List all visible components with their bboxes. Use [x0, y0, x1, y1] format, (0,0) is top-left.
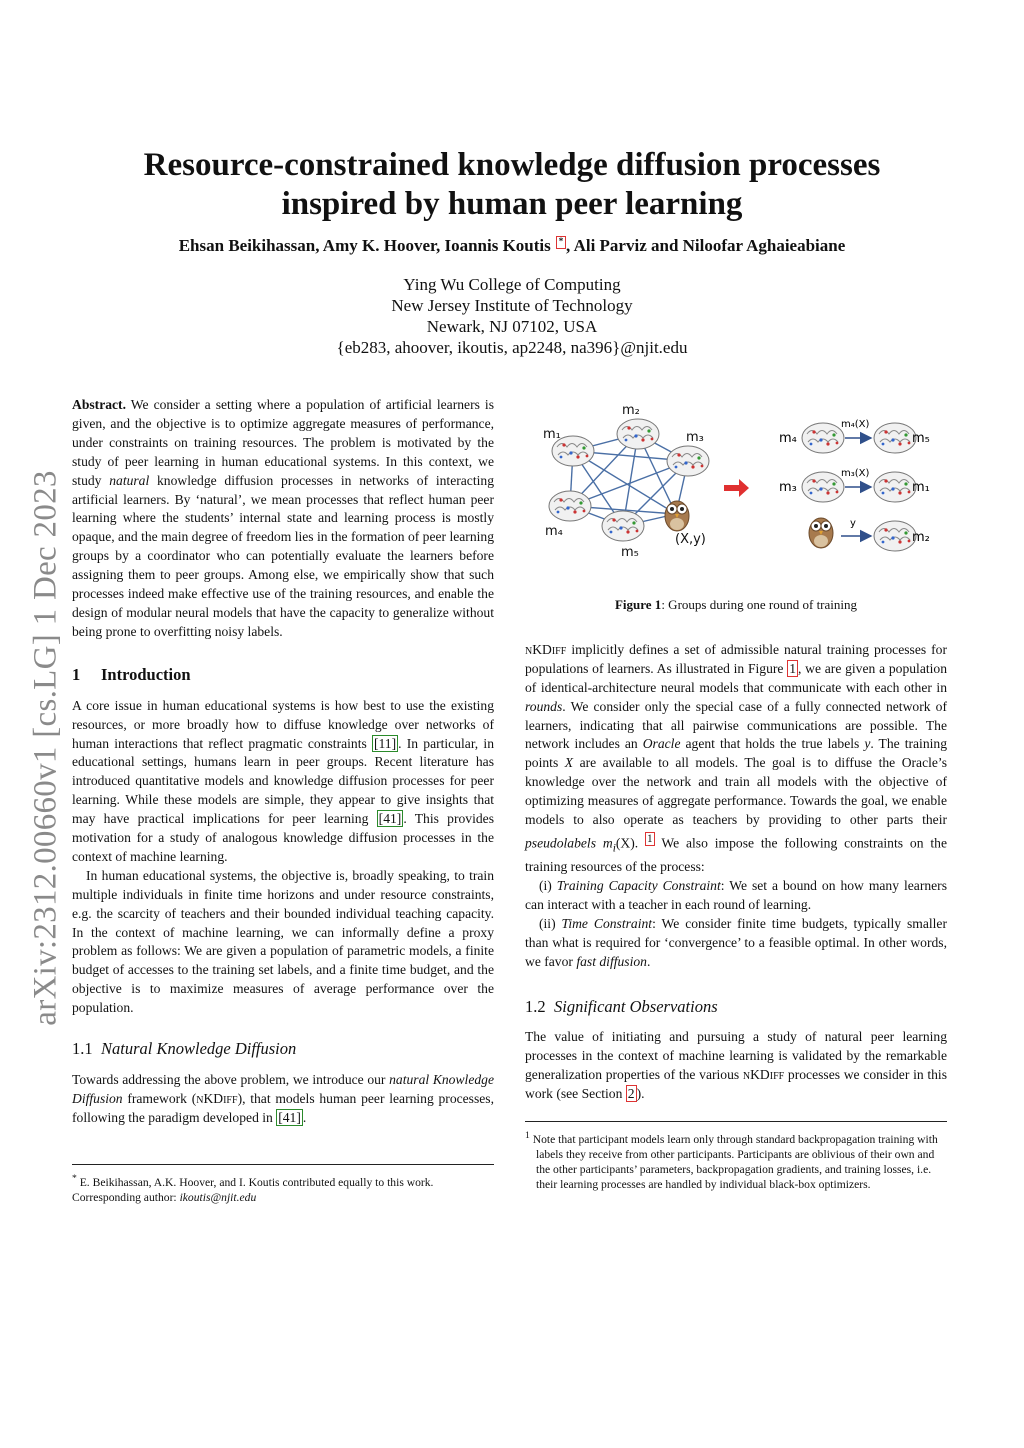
svg-text:m₅: m₅	[912, 431, 930, 446]
subsection-heading-1-1: 1.1 Natural Knowledge Diffusion	[72, 1039, 297, 1059]
label-m5: m₅	[621, 545, 639, 560]
subsection-heading-1-2: 1.2 Significant Observations	[525, 996, 718, 1016]
svg-text:m₄: m₄	[779, 431, 797, 446]
label-oracle-data: (X,y)	[675, 532, 706, 547]
paper-title: Resource-constrained knowledge diffusion processes inspired by human peer learning	[143, 147, 881, 222]
citation-link[interactable]: [41]	[378, 811, 402, 827]
citation-link[interactable]: [41]	[278, 1109, 301, 1125]
constraint-1: (i) Training Capacity Constraint: We set a bound on how many learners can interact with a teacher in each round of learning.	[525, 878, 947, 912]
label-m2: m₂	[622, 403, 640, 418]
label-m3: m₃	[686, 430, 704, 445]
owl-oracle-icon	[665, 501, 689, 531]
section-heading-introduction: 1 Introduction	[72, 664, 191, 684]
figure-1-diagram	[525, 396, 947, 586]
footnote-rule	[72, 1164, 494, 1165]
svg-text:m₁: m₁	[912, 480, 930, 495]
group-row-2	[779, 468, 930, 502]
right-paragraph-1: nKDiff implicitly defines a set of admissible natural training processes for populations of learners. As illustrated in Figure 1 , we are given a population of identical-architecture neural models that communicate with each other in rounds. We consider only the special case of a fully connected network of learners, indicating that all pairwise communications are possible. The network includes an Oracle agent that holds the true labels y. The training points X are available to all models. The goal is to diffuse the Oracle’s knowledge over the network and train all models with the objective of optimizing measures of aggregate performance. Towards the goal, we enable models to also operate as teachers by providing to other parts their pseudolabels $m_i(X)$. $^1$ We also impose the following constraints on the training resources of the process:	[525, 641, 947, 875]
affiliation: Ying Wu College of Computing New Jersey Institute of Technology Newark, NJ 07102, USA {eb283, ahoover, ikoutis, ap2248, na396}@njit.edu	[336, 275, 688, 357]
right-column	[525, 396, 947, 1104]
footnote-link-mark[interactable]: *	[556, 236, 566, 249]
label-m1: m₁	[543, 427, 561, 442]
footnote-rule	[525, 1121, 947, 1122]
brain-icon-m3	[667, 446, 709, 476]
intro-paragraph-1: A core issue in human educational systems is how best to use the existing resources, or more broadly how to diffuse knowledge over networks of human interactions that reflect pragmatic constraints [11] . In particular, in educational settings, humans learn in peer groups. Recent literature has introduced quantitative models and knowledge diffusion processes for peer learning. While these models are simple, they appear to give insights that may have practical implications for peer learning [41] . This provides motivation for a study of analogous knowledge diffusion processes in the context of machine learning.	[72, 697, 494, 864]
intro-paragraph-2: In human educational systems, the objective is, broadly speaking, to train multiple individuals in finite time horizons and under resource constraints, e.g. the scarcity of teachers and their bounded individual teaching capacity. In the context of machine learning, we can informally define a proxy problem as follows: We are given a population of parametric models, a finite budget of accesses to the training set labels, and a finite time budget, and the objective is to maximize measures of average performance over the population.	[72, 867, 494, 1016]
label-m4: m₄	[545, 524, 563, 539]
svg-text:m₂: m₂	[912, 530, 930, 545]
left-column	[72, 396, 494, 1128]
observations-paragraph: The value of initiating and pursuing a study of natural peer learning processes in the context of machine learning is validated by the remarkable generalization properties of the various nKDiff processes we consider in this work (see Section 2 ).	[525, 1029, 947, 1102]
footnote-left: * E. Beikihassan, A.K. Hoover, and I. Koutis contributed equally to this work. Corresponding author: ikoutis@njit.edu	[72, 1164, 494, 1205]
arxiv-stamp: arXiv:2312.00660v1 [cs.LG] 1 Dec 2023	[27, 470, 64, 1026]
brain-icon-m5	[602, 511, 644, 541]
figure-link[interactable]: 1	[789, 660, 797, 676]
svg-text:m₄(X): m₄(X)	[841, 419, 870, 430]
figure-1	[525, 396, 947, 586]
footnote-right: $^1$ Note that participant models learn only through standard backpropagation training with labels they receive from other participants. Participants are oblivious of their own and the other participants’ parameters, backpropagation gradients, and training losses, i.e. their learning processes are handled by individual black-box optimizers.	[525, 1121, 947, 1192]
brain-icon-m4	[549, 491, 591, 521]
brain-icon-m2	[617, 419, 659, 449]
svg-text:y: y	[850, 518, 856, 529]
group-row-3	[809, 518, 930, 551]
section-link[interactable]: 2	[627, 1086, 635, 1102]
svg-text:m₃: m₃	[779, 480, 797, 495]
figure-caption: Figure 1: Groups during one round of training	[614, 597, 858, 612]
red-arrow-icon	[724, 479, 749, 497]
svg-text:m₃(X): m₃(X)	[841, 468, 870, 479]
author-list: Ehsan Beikihassan, Amy K. Hoover, Ioannis Koutis * , Ali Parviz and Niloofar Aghaieabiane	[178, 236, 846, 255]
subsection-paragraph: Towards addressing the above problem, we introduce our natural Knowledge Diffusion framework (nKDiff), that models human peer learning processes, following the paradigm developed in [41] .	[72, 1072, 494, 1125]
citation-link[interactable]: [11]	[373, 735, 397, 751]
abstract: Abstract. We consider a setting where a population of artificial learners is given, and the objective is to optimize aggregate measures of performance, under constraints on training resources. The problem is motivated by the study of peer learning in human educational systems. In this context, we study natural knowledge diffusion processes in networks of interacting artificial learners. By ‘natural’, we mean processes that reflect human peer learning where the students’ internal state and learning process is mostly opaque, and the main degree of freedom lies in the formation of peer learning groups by a coordinator who can potentially evaluate the learners before assigning them to peer groups. Among else, we empirically show that such processes indeed make effective use of the training resources, and enable the design of modular neural models that have the capacity to generalize without being prone to overfitting noisy labels.	[72, 397, 494, 639]
footnote-link[interactable]: 1	[647, 832, 653, 845]
email-link[interactable]: ikoutis@njit.edu	[179, 1190, 257, 1204]
group-row-1	[779, 419, 930, 453]
constraint-2: (ii) Time Constraint: We consider finite time budgets, typically smaller than what is required for ‘convergence’ to a feasible optimal. In other words, we favor fast diffusion.	[525, 915, 947, 969]
